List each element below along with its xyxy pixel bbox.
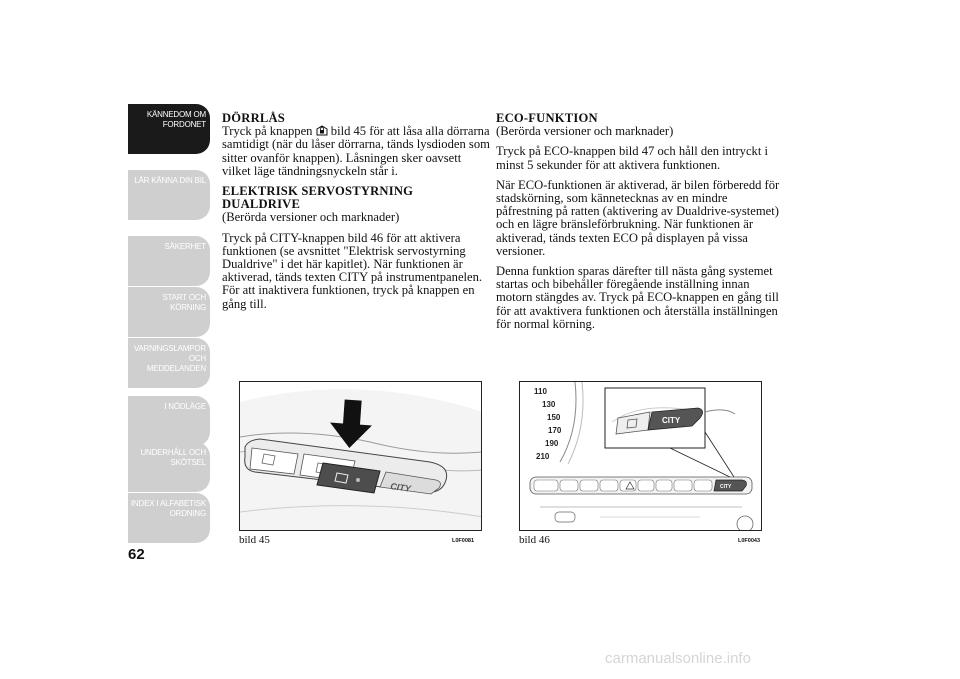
watermark: carmanualsonline.info xyxy=(605,650,751,667)
figure-45 xyxy=(239,381,482,531)
figure-45-code: L0F0081 xyxy=(452,538,475,544)
left-column xyxy=(222,112,490,318)
tab-start-och-korning[interactable]: START OCH KÖRNING xyxy=(128,287,210,337)
heading-dorrlas: DÖRRLÅS xyxy=(222,111,285,125)
paragraph-dorrlas: Tryck på knappen bild 45 för att låsa alla dörrarna samtidigt (när du låser dörrarna, tänds lysdioden som sitter ovanför knappen). Låsningen sker oavsett vilket läge tändningsnyckeln står i. xyxy=(222,124,490,178)
strip-city-label: CITY xyxy=(720,484,732,490)
tab-index[interactable]: INDEX I ALFABETISK ORDNING xyxy=(128,493,210,543)
figure-46-code: L0F0043 xyxy=(738,538,761,544)
tab-kannedom-om-fordonet[interactable]: KÄNNEDOM OM FORDONET xyxy=(128,104,210,154)
figure-46-caption: bild 46 xyxy=(519,534,550,546)
page-number: 62 xyxy=(128,546,145,563)
paragraph-eco-2: När ECO-funktionen är aktiverad, är bilen förberedd för stadskörning, som kännetecknas av en mindre påfrestning på ratten (aktivering av Dualdrive-systemet) och en lägre bränsleförbrukning. När funktionen är aktiverad, tänds texten ECO på displayen på vissa versioner. xyxy=(496,177,780,258)
figure-46 xyxy=(519,381,762,531)
figure-45-illustration xyxy=(240,382,482,531)
figure-45-caption: bild 45 xyxy=(239,534,270,546)
speed-label-190: 190 xyxy=(545,439,559,448)
subheading-eco: (Berörda versioner och marknader) xyxy=(496,124,674,139)
tab-lar-kanna-din-bil[interactable]: LÄR KÄNNA DIN BIL xyxy=(128,170,210,220)
subheading-dualdrive: (Berörda versioner och marknader) xyxy=(222,210,400,225)
figure-46-illustration xyxy=(520,382,762,531)
speed-label-150: 150 xyxy=(547,413,561,422)
speed-label-170: 170 xyxy=(548,426,562,435)
paragraph-eco-3: Denna funktion sparas därefter till nästa gång systemet startas och bibehåller föregående inställning innan motorn stängdes av. Tryck på ECO-knappen en gång till för att avaktivera funktionen och återställa inställningen för normal körning. xyxy=(496,264,779,331)
paragraph-dualdrive: Tryck på CITY-knappen bild 46 för att aktivera funktionen (se avsnittet "Elektrisk servostyrning Dualdrive" i det här kapitlet). När funktionen är aktiverad, tänds texten CITY på instrumentpanelen. För att inaktivera funktionen, tryck på knappen en gång till. xyxy=(222,230,483,311)
speed-label-110: 110 xyxy=(534,387,547,396)
speed-label-210: 210 xyxy=(536,452,550,461)
tab-i-nodlage[interactable]: I NÖDLÄGE xyxy=(128,396,210,446)
heading-eco: ECO-FUNKTION xyxy=(496,111,598,125)
inset-city-label: CITY xyxy=(662,416,681,425)
heading-dualdrive: ELEKTRISK SERVOSTYRNING DUALDRIVE xyxy=(222,184,414,212)
speed-label-130: 130 xyxy=(542,400,556,409)
tab-varningslampor[interactable]: VARNINGSLAMPOR OCH MEDDELANDEN xyxy=(128,338,210,388)
paragraph-eco-1: Tryck på ECO-knappen bild 47 och håll den intryckt i minst 5 sekunder för att aktivera funktionen. xyxy=(496,144,769,172)
tab-sakerhet[interactable]: SÄKERHET xyxy=(128,236,210,286)
city-button-label: CITY xyxy=(389,481,412,494)
door-lock-icon xyxy=(316,125,328,136)
right-column xyxy=(496,112,786,338)
tab-underhall-och-skotsel[interactable]: UNDERHÅLL OCH SKÖTSEL xyxy=(128,442,210,492)
